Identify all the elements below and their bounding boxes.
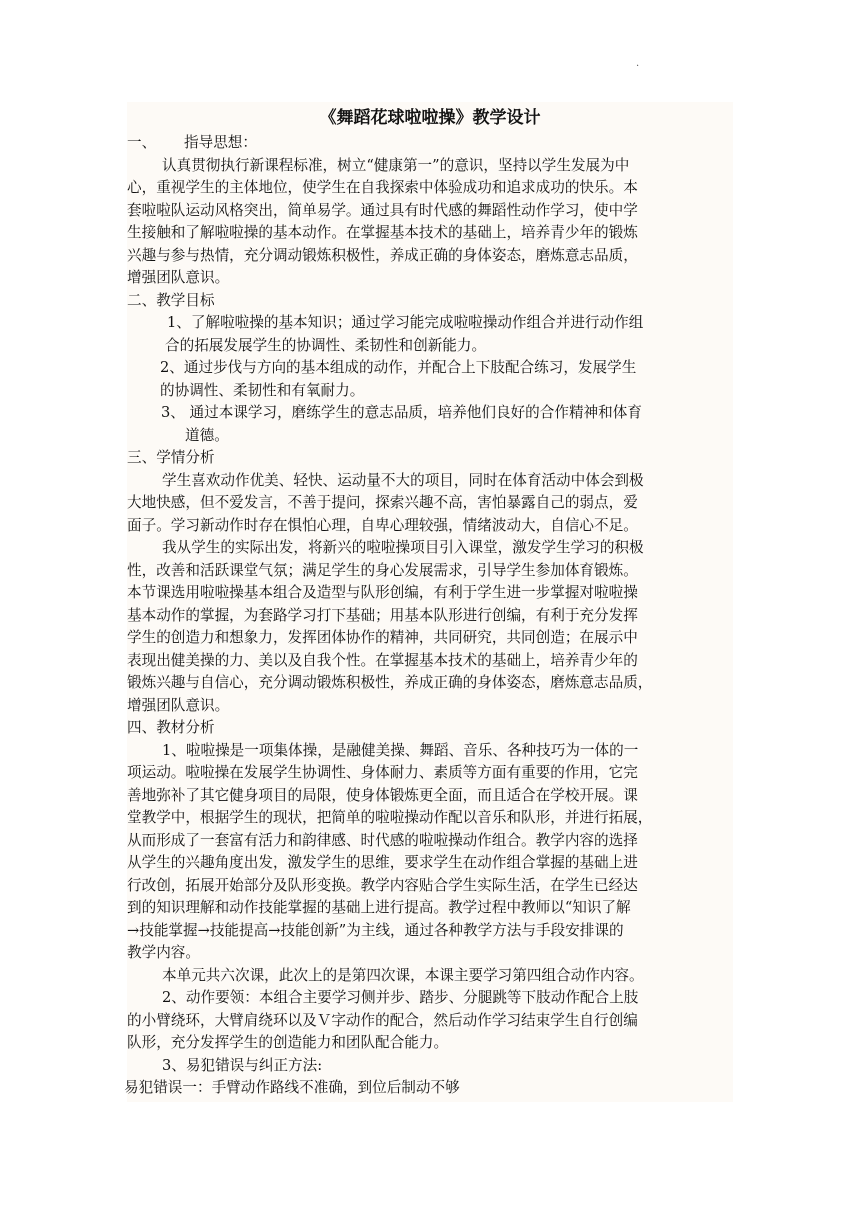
paragraph-line: 项运动。啦啦操在发展学生协调性、身体耐力、素质等方面有重要的作用，它完 xyxy=(127,764,638,781)
section-heading-teaching-goals: 二、教学目标 xyxy=(127,291,215,309)
document-title: 《舞蹈花球啦啦操》教学设计 xyxy=(319,108,541,128)
paragraph-line: →技能掌握→技能提高→技能创新”为主线，通过各种教学方法与手段安排课的 xyxy=(127,921,624,939)
paragraph-line: 3、易犯错误与纠正方法: xyxy=(162,1056,323,1074)
section-heading-guiding-thought: 一、 指导思想： xyxy=(127,134,257,151)
paragraph-line: 增强团队意识。 xyxy=(127,269,230,286)
goal-item-2-cont: 的协调性、柔韧性和有氧耐力。 xyxy=(160,381,365,399)
paragraph-line: 队形，充分发挥学生的创造能力和团队配合能力。 xyxy=(127,1034,449,1051)
paragraph-line: 堂教学中，根据学生的现状，把简单的啦啦操动作配以音乐和队形，并进行拓展， xyxy=(127,809,653,826)
paragraph-line: 1、啦啦操是一项集体操，是融健美操、舞蹈、音乐、各种技巧为一体的一 xyxy=(162,741,639,759)
paragraph-line: 我从学生的实际出发，将新兴的啦啦操项目引入课堂，激发学生学习的积极 xyxy=(162,539,644,556)
paragraph-line: 兴趣与参与热情，充分调动锻炼积极性，养成正确的身体姿态，磨炼意志品质， xyxy=(127,246,638,264)
section-heading-student-analysis: 三、学情分析 xyxy=(127,449,215,466)
paragraph-line: 心，重视学生的主体地位，使学生在自我探索中体验成功和追求成功的快乐。本 xyxy=(127,179,638,196)
goal-item-2: 2、通过步伐与方向的基本组成的动作，并配合上下肢配合练习，发展学生 xyxy=(160,359,637,376)
paragraph-line: 从而形成了一套富有活力和韵律感、时代感的啦啦操动作组合。教学内容的选择 xyxy=(127,831,638,849)
paragraph-line: 锻炼兴趣与自信心，充分调动锻炼积极性，养成正确的身体姿态，磨炼意志品质， xyxy=(127,674,653,691)
goal-item-3: 3、 通过本课学习，磨练学生的意志品质，培养他们良好的合作精神和体育 xyxy=(161,404,642,421)
paragraph-line: 到的知识理解和动作技能掌握的基础上进行提高。教学过程中教师以“知识了解 xyxy=(127,899,631,916)
paragraph-line: 套啦啦队运动风格突出，简单易学。通过具有时代感的舞蹈性动作学习，使中学 xyxy=(127,201,638,219)
paragraph-line: 2、动作要领：本组合主要学习侧并步、踏步、分腿跳等下肢动作配合上肢 xyxy=(162,989,639,1006)
paragraph-line: 大地快感，但不爱发言，不善于提问，探索兴趣不高，害怕暴露自己的弱点，爱 xyxy=(127,494,638,511)
paragraph-line: 教学内容。 xyxy=(127,944,200,961)
paragraph-line: 善地弥补了其它健身项目的局限，使身体锻炼更全面，而且适合在学校开展。课 xyxy=(127,786,638,804)
goal-item-3-cont: 道德。 xyxy=(185,426,229,444)
paragraph-line: 的小臂绕环，大臂肩绕环以及Ｖ字动作的配合，然后动作学习结束学生自行创编 xyxy=(127,1011,638,1029)
paragraph-line: 本节课选用啦啦操基本组合及造型与队形创编，有利于学生进一步掌握对啦啦操 xyxy=(127,584,638,601)
paragraph-line: 本单元共六次课，此次上的是第四次课，本课主要学习第四组合动作内容。 xyxy=(162,966,644,984)
paragraph-line: 性，改善和活跃课堂气氛；满足学生的身心发展需求，引导学生参加体育锻炼。 xyxy=(127,561,638,579)
paragraph-line: 认真贯彻执行新课程标准，树立“健康第一”的意识，坚持以学生发展为中 xyxy=(162,156,630,174)
document-page xyxy=(124,102,733,1102)
header-dot: . xyxy=(636,58,640,69)
paragraph-line: 基本动作的掌握，为套路学习打下基础；用基本队形进行创编，有利于充分发挥 xyxy=(127,606,638,624)
section-heading-material-analysis: 四、教材分析 xyxy=(127,719,215,736)
paragraph-line: 学生的创造力和想象力，发挥团体协作的精神，共同研究，共同创造；在展示中 xyxy=(127,629,638,646)
paragraph-line: 行改创，拓展开始部分及队形变换。教学内容贴合学生实际生活，在学生已经达 xyxy=(127,876,638,894)
document-body xyxy=(124,132,733,1100)
paragraph-line: 面子。学习新动作时存在惧怕心理，自卑心理较强，情绪波动大，自信心不足。 xyxy=(127,516,638,534)
paragraph-line: 从学生的兴趣角度出发，激发学生的思维，要求学生在动作组合掌握的基础上进 xyxy=(127,854,638,871)
paragraph-line: 表现出健美操的力、美以及自我个性。在掌握基本技术的基础上，培养青少年的 xyxy=(127,651,638,669)
paragraph-line: 学生喜欢动作优美、轻快、运动量不大的项目，同时在体育活动中体会到极 xyxy=(162,471,644,489)
paragraph-line: 易犯错误一：手臂动作路线不准确，到位后制动不够 xyxy=(124,1079,460,1096)
paragraph-line: 生接触和了解啦啦操的基本动作。在掌握基本技术的基础上，培养青少年的锻炼 xyxy=(127,224,638,241)
paragraph-line: 增强团队意识。 xyxy=(127,696,230,714)
goal-item-1-cont: 合的拓展发展学生的协调性、柔韧性和创新能力。 xyxy=(165,336,487,354)
goal-item-1: 1、了解啦啦操的基本知识；通过学习能完成啦啦操动作组合并进行动作组 xyxy=(167,314,644,331)
